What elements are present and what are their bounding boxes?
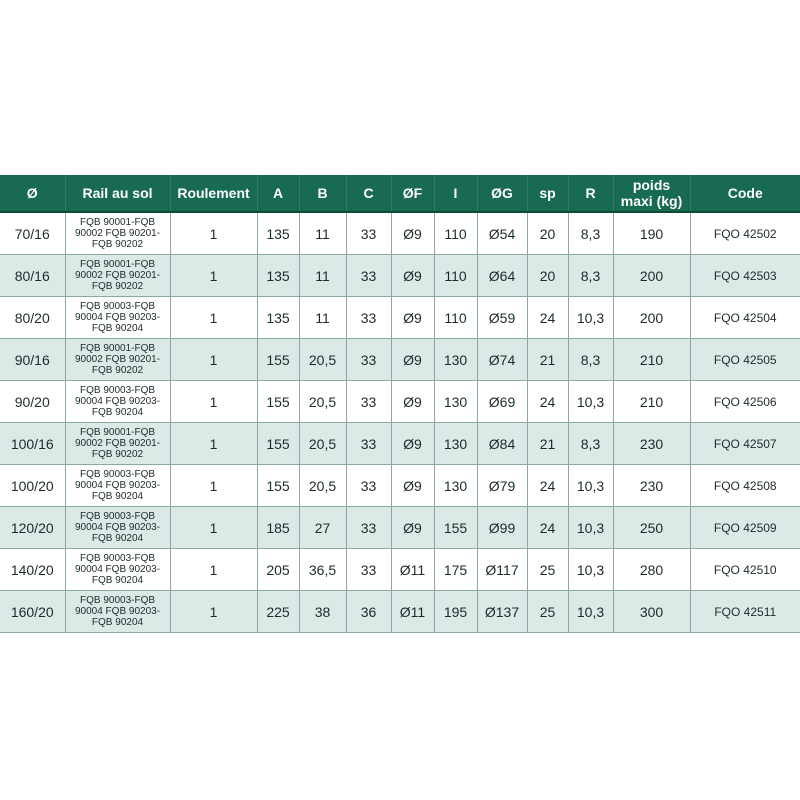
cell-code: FQO 42510 (690, 549, 800, 591)
cell-rail (65, 381, 170, 423)
cell-a: 225 (257, 591, 299, 633)
cell-code: FQO 42509 (690, 507, 800, 549)
cell-c: 33 (346, 339, 391, 381)
cell-diam: 120/20 (0, 507, 65, 549)
cell-b: 36,5 (299, 549, 346, 591)
header-c: C (346, 175, 391, 212)
cell-roulement: 1 (170, 212, 257, 255)
rail-line: 90004 FQB 90203- (74, 480, 161, 491)
cell-sp: 20 (527, 212, 568, 255)
table-row (0, 255, 800, 297)
cell-diam: 140/20 (0, 549, 65, 591)
header-i: I (434, 175, 477, 212)
header-a: A (257, 175, 299, 212)
rail-line: 90002 FQB 90201- (74, 438, 161, 449)
rail-line: 90004 FQB 90203- (74, 522, 161, 533)
rail-line: FQB 90003-FQB (79, 553, 156, 564)
cell-i: 110 (434, 212, 477, 255)
cell-g: Ø74 (477, 339, 527, 381)
cell-i: 130 (434, 381, 477, 423)
cell-sp: 24 (527, 465, 568, 507)
cell-g: Ø137 (477, 591, 527, 633)
rail-line: 90004 FQB 90203- (74, 396, 161, 407)
cell-diam: 100/16 (0, 423, 65, 465)
table-row (0, 339, 800, 381)
cell-rail (65, 549, 170, 591)
header-roulement: Roulement (170, 175, 257, 212)
cell-roulement: 1 (170, 507, 257, 549)
cell-a: 185 (257, 507, 299, 549)
table-row (0, 212, 800, 255)
cell-a: 205 (257, 549, 299, 591)
cell-rail (65, 591, 170, 633)
cell-g: Ø117 (477, 549, 527, 591)
table-row (0, 591, 800, 633)
header-g: ØG (477, 175, 527, 212)
rail-line: FQB 90204 (91, 323, 144, 334)
cell-diam: 90/20 (0, 381, 65, 423)
cell-b: 11 (299, 212, 346, 255)
cell-sp: 24 (527, 381, 568, 423)
table-row (0, 465, 800, 507)
cell-sp: 25 (527, 591, 568, 633)
cell-sp: 20 (527, 255, 568, 297)
cell-rail (65, 423, 170, 465)
cell-rail (65, 297, 170, 339)
rail-line: FQB 90204 (91, 407, 144, 418)
header-sp: sp (527, 175, 568, 212)
cell-rail (65, 212, 170, 255)
cell-b: 11 (299, 297, 346, 339)
cell-c: 33 (346, 212, 391, 255)
cell-diam: 80/20 (0, 297, 65, 339)
cell-g: Ø54 (477, 212, 527, 255)
cell-g: Ø64 (477, 255, 527, 297)
cell-roulement: 1 (170, 465, 257, 507)
cell-rail (65, 507, 170, 549)
cell-g: Ø99 (477, 507, 527, 549)
rail-line: FQB 90204 (91, 491, 144, 502)
cell-poids: 200 (613, 255, 690, 297)
cell-poids: 210 (613, 339, 690, 381)
cell-sp: 21 (527, 339, 568, 381)
cell-i: 130 (434, 465, 477, 507)
rail-line: FQB 90204 (91, 617, 144, 628)
cell-code: FQO 42508 (690, 465, 800, 507)
cell-f: Ø9 (391, 423, 434, 465)
cell-b: 38 (299, 591, 346, 633)
cell-f: Ø9 (391, 465, 434, 507)
rail-line: FQB 90003-FQB (79, 511, 156, 522)
cell-c: 33 (346, 465, 391, 507)
cell-poids: 210 (613, 381, 690, 423)
cell-f: Ø9 (391, 297, 434, 339)
cell-poids: 230 (613, 465, 690, 507)
rail-line: FQB 90003-FQB (79, 301, 156, 312)
cell-b: 20,5 (299, 339, 346, 381)
cell-c: 33 (346, 549, 391, 591)
cell-r: 10,3 (568, 591, 613, 633)
cell-i: 155 (434, 507, 477, 549)
rail-line: 90002 FQB 90201- (74, 228, 161, 239)
rail-line: FQB 90202 (91, 239, 144, 250)
cell-poids: 300 (613, 591, 690, 633)
cell-roulement: 1 (170, 423, 257, 465)
cell-sp: 24 (527, 507, 568, 549)
rail-line: 90004 FQB 90203- (74, 564, 161, 575)
table-row (0, 507, 800, 549)
cell-i: 110 (434, 255, 477, 297)
rail-line: 90002 FQB 90201- (74, 270, 161, 281)
cell-roulement: 1 (170, 255, 257, 297)
cell-r: 8,3 (568, 255, 613, 297)
header-rail: Rail au sol (65, 175, 170, 212)
rail-line: FQB 90202 (91, 365, 144, 376)
cell-f: Ø9 (391, 381, 434, 423)
rail-line: 90002 FQB 90201- (74, 354, 161, 365)
cell-c: 33 (346, 381, 391, 423)
cell-a: 155 (257, 381, 299, 423)
cell-i: 110 (434, 297, 477, 339)
cell-code: FQO 42503 (690, 255, 800, 297)
rail-line: FQB 90001-FQB (79, 343, 156, 354)
cell-poids: 190 (613, 212, 690, 255)
cell-r: 8,3 (568, 339, 613, 381)
cell-c: 33 (346, 297, 391, 339)
table-row (0, 423, 800, 465)
cell-g: Ø79 (477, 465, 527, 507)
cell-g: Ø59 (477, 297, 527, 339)
cell-i: 175 (434, 549, 477, 591)
cell-rail (65, 465, 170, 507)
cell-f: Ø9 (391, 212, 434, 255)
header-code: Code (690, 175, 800, 212)
cell-g: Ø69 (477, 381, 527, 423)
cell-r: 10,3 (568, 549, 613, 591)
table-body (0, 212, 800, 633)
cell-rail (65, 255, 170, 297)
rail-line: FQB 90204 (91, 533, 144, 544)
rail-line: FQB 90202 (91, 281, 144, 292)
cell-b: 27 (299, 507, 346, 549)
cell-roulement: 1 (170, 339, 257, 381)
cell-diam: 100/20 (0, 465, 65, 507)
cell-f: Ø9 (391, 255, 434, 297)
rail-line: FQB 90003-FQB (79, 595, 156, 606)
cell-g: Ø84 (477, 423, 527, 465)
cell-diam: 70/16 (0, 212, 65, 255)
cell-c: 33 (346, 507, 391, 549)
rail-line: FQB 90001-FQB (79, 217, 156, 228)
header-r: R (568, 175, 613, 212)
cell-c: 33 (346, 423, 391, 465)
rail-line: 90004 FQB 90203- (74, 606, 161, 617)
cell-sp: 21 (527, 423, 568, 465)
rail-line: FQB 90001-FQB (79, 427, 156, 438)
cell-f: Ø9 (391, 339, 434, 381)
cell-a: 135 (257, 297, 299, 339)
cell-r: 8,3 (568, 423, 613, 465)
table-row (0, 381, 800, 423)
cell-f: Ø9 (391, 507, 434, 549)
cell-b: 20,5 (299, 381, 346, 423)
cell-c: 33 (346, 255, 391, 297)
cell-diam: 160/20 (0, 591, 65, 633)
cell-a: 135 (257, 255, 299, 297)
cell-roulement: 1 (170, 549, 257, 591)
cell-code: FQO 42511 (690, 591, 800, 633)
cell-sp: 24 (527, 297, 568, 339)
cell-code: FQO 42506 (690, 381, 800, 423)
cell-r: 10,3 (568, 381, 613, 423)
header-b: B (299, 175, 346, 212)
cell-a: 155 (257, 423, 299, 465)
cell-b: 11 (299, 255, 346, 297)
cell-r: 10,3 (568, 297, 613, 339)
header-poids-line1: poids (632, 177, 671, 193)
rail-line: FQB 90003-FQB (79, 385, 156, 396)
cell-code: FQO 42507 (690, 423, 800, 465)
table-row (0, 297, 800, 339)
header-f: ØF (391, 175, 434, 212)
header-poids-line2: maxi (kg) (620, 193, 683, 209)
cell-poids: 250 (613, 507, 690, 549)
cell-roulement: 1 (170, 381, 257, 423)
cell-f: Ø11 (391, 549, 434, 591)
cell-r: 8,3 (568, 212, 613, 255)
cell-r: 10,3 (568, 465, 613, 507)
cell-r: 10,3 (568, 507, 613, 549)
rail-line: FQB 90001-FQB (79, 259, 156, 270)
cell-c: 36 (346, 591, 391, 633)
rail-line: FQB 90202 (91, 449, 144, 460)
cell-code: FQO 42502 (690, 212, 800, 255)
rail-line: FQB 90003-FQB (79, 469, 156, 480)
cell-b: 20,5 (299, 423, 346, 465)
cell-a: 155 (257, 339, 299, 381)
rail-line: FQB 90204 (91, 575, 144, 586)
cell-a: 155 (257, 465, 299, 507)
header-diam: Ø (0, 175, 65, 212)
cell-f: Ø11 (391, 591, 434, 633)
cell-code: FQO 42504 (690, 297, 800, 339)
cell-i: 130 (434, 339, 477, 381)
header-row (0, 175, 800, 212)
cell-poids: 230 (613, 423, 690, 465)
cell-diam: 90/16 (0, 339, 65, 381)
header-poids (613, 175, 690, 212)
cell-b: 20,5 (299, 465, 346, 507)
cell-roulement: 1 (170, 591, 257, 633)
table-row (0, 549, 800, 591)
cell-diam: 80/16 (0, 255, 65, 297)
spec-table (0, 175, 800, 633)
cell-poids: 280 (613, 549, 690, 591)
cell-rail (65, 339, 170, 381)
cell-i: 130 (434, 423, 477, 465)
cell-sp: 25 (527, 549, 568, 591)
cell-a: 135 (257, 212, 299, 255)
cell-roulement: 1 (170, 297, 257, 339)
cell-poids: 200 (613, 297, 690, 339)
cell-code: FQO 42505 (690, 339, 800, 381)
cell-i: 195 (434, 591, 477, 633)
rail-line: 90004 FQB 90203- (74, 312, 161, 323)
